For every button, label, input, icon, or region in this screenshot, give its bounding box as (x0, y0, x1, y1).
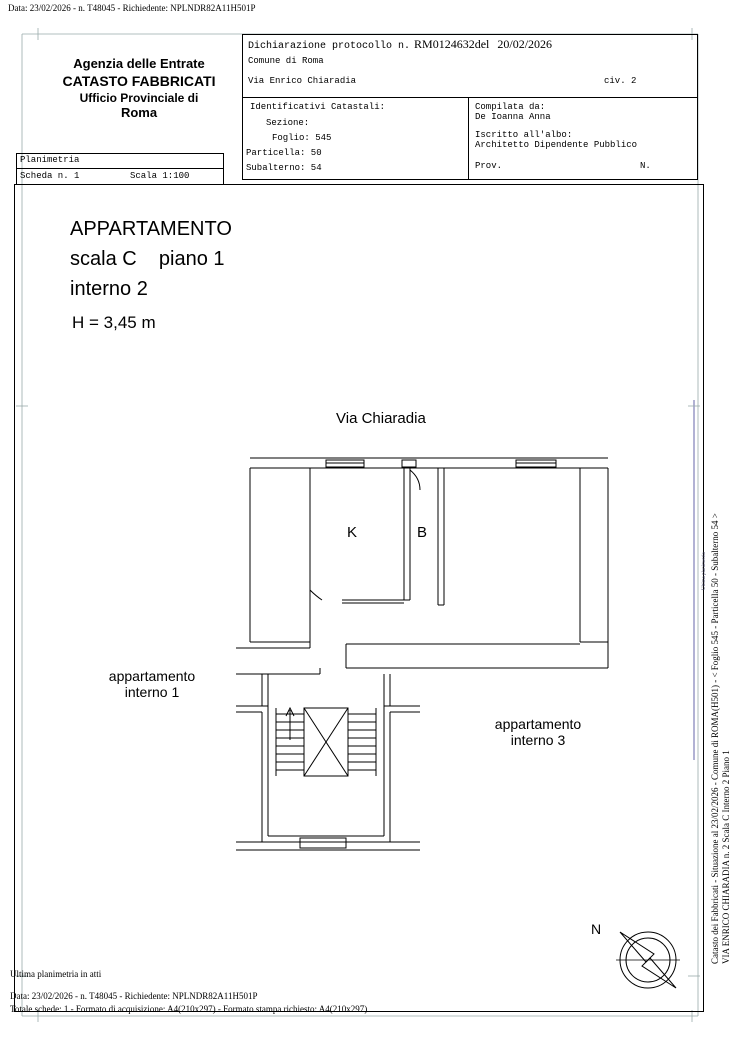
room-k-label: K (347, 524, 358, 541)
protocol-label: Dichiarazione protocollo n. (248, 41, 411, 52)
north-arrow-icon (608, 920, 688, 1000)
protocol-del: del (474, 37, 490, 51)
compilata-name: De Ioanna Anna (475, 112, 551, 122)
identificativi-title: Identificativi Catastali: (250, 102, 386, 112)
iscritto-label: Iscritto all'albo: (475, 130, 573, 140)
foglio: Foglio: 545 (272, 133, 332, 143)
protocol-number: RM0124632 (414, 37, 475, 51)
catasto-title: CATASTO FABBRICATI (62, 73, 216, 89)
albo: Architetto Dipendente Pubblico (475, 140, 638, 150)
comune: Comune di Roma (248, 56, 324, 66)
compilata-label: Compilata da: (475, 102, 546, 112)
ultima-planimetria: Ultima planimetria in atti (10, 969, 102, 979)
particella: Particella: 50 (246, 148, 322, 158)
civico: civ. 2 (604, 76, 637, 86)
plan-height: H = 3,45 m (72, 313, 156, 332)
sezione: Sezione: (266, 118, 310, 128)
scala: Scala 1:100 (130, 171, 190, 181)
side-small-label: Ultima planimetria (702, 552, 707, 590)
neighbor-3-line1: appartamento (494, 716, 582, 732)
plan-title: APPARTAMENTO (70, 218, 232, 240)
scheda-number: Scheda n. 1 (20, 171, 80, 181)
prov-label: Prov. (475, 161, 503, 171)
ufficio-city: Roma (120, 105, 158, 120)
room-b-label: B (417, 524, 428, 541)
agency-name: Agenzia delle Entrate (73, 56, 205, 71)
neighbor-1-line2: interno 1 (124, 684, 180, 700)
subalterno: Subalterno: 54 (246, 163, 322, 173)
plan-stair-floor: scala C piano 1 (70, 248, 225, 270)
neighbor-3-line2: interno 3 (510, 732, 566, 748)
plan-interno: interno 2 (70, 278, 148, 300)
protocol-date: 20/02/2026 (497, 37, 553, 51)
north-label: N (591, 921, 602, 937)
neighbor-1-line1: appartamento (108, 668, 196, 684)
neighbor-interno-3 (482, 716, 594, 748)
street-label: Via Chiaradia (336, 410, 426, 427)
side-info-line1: Catasto dei Fabbricati - Situazione al 23/02/2026 - Comune di ROMA(H501) - < Foglio 545 - Particella 50 - Subalterno 54 > (710, 513, 720, 964)
via: Via Enrico Chiaradia (248, 76, 357, 86)
n-label: N. (640, 161, 651, 171)
footer-data-line: Data: 23/02/2026 - n. T48045 - Richiedente: NPLNDR82A11H501P (10, 991, 258, 1001)
side-info-line2: VIA ENRICO CHIARADIA n. 2 Scala C Interno 2 Piano 1 (721, 750, 731, 964)
planimetria-label: Planimetria (20, 155, 80, 165)
top-request-line: Data: 23/02/2026 - n. T48045 - Richiedente: NPLNDR82A11H501P (8, 3, 256, 13)
neighbor-interno-1 (96, 668, 208, 700)
ufficio-label: Ufficio Provinciale di (79, 91, 199, 105)
footer-totale: Totale schede: 1 - Formato di acquisizione: A4(210x297) - Formato stampa richiesto: A4(210x297) (10, 1004, 368, 1014)
